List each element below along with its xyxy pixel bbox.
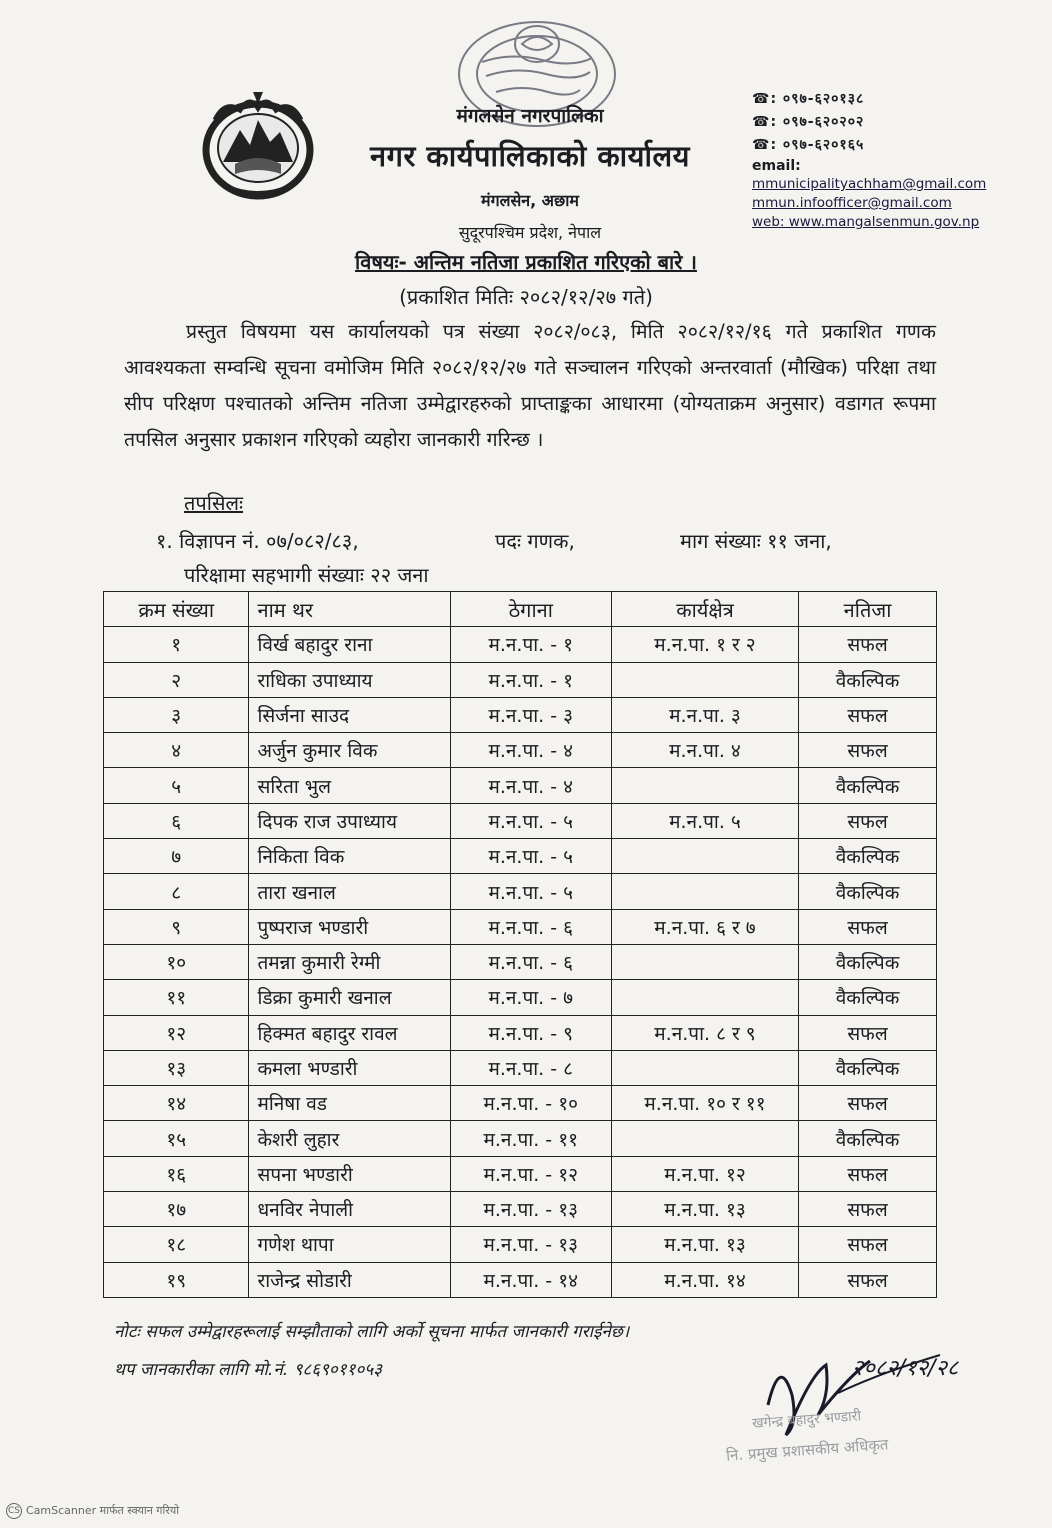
signature-date: २०८२/१२/२८ — [852, 1356, 959, 1381]
cell-serial: १६ — [104, 1156, 249, 1191]
cell-result: सफल — [799, 1227, 937, 1262]
cell-result: सफल — [799, 803, 937, 838]
cell-address: म.न.पा. - ९ — [450, 1015, 611, 1050]
table-row — [104, 1192, 937, 1227]
cell-work-area — [611, 980, 798, 1015]
cell-name: तारा खनाल — [249, 874, 450, 909]
header-address: ठेगाना — [450, 592, 611, 627]
cell-name: सपना भण्डारी — [249, 1156, 450, 1191]
cell-result: सफल — [799, 697, 937, 732]
cell-address: म.न.पा. - १ — [450, 662, 611, 697]
cell-address: म.न.पा. - १३ — [450, 1227, 611, 1262]
cell-work-area: म.न.पा. १४ — [611, 1262, 798, 1297]
office-province: सुदूरपश्चिम प्रदेश, नेपाल — [458, 223, 602, 242]
published-date: (प्रकाशित मितिः २०८२/१२/२७ गते) — [399, 285, 653, 309]
details-heading: तपसिलः — [184, 491, 244, 515]
cell-address: म.न.पा. - ८ — [450, 1050, 611, 1085]
cell-address: म.न.पा. - १४ — [450, 1262, 611, 1297]
cell-work-area — [611, 768, 798, 803]
subject-text: विषयः- अन्तिम नतिजा प्रकाशित गरिएको बारे । — [355, 250, 697, 274]
cell-address: म.न.पा. - ४ — [450, 768, 611, 803]
cell-result: वैकल्पिक — [799, 874, 937, 909]
cell-work-area — [611, 839, 798, 874]
cell-work-area: म.न.पा. ३ — [611, 697, 798, 732]
cell-result: सफल — [799, 1015, 937, 1050]
cell-address: म.न.पा. - ५ — [450, 803, 611, 838]
cell-name: सरिता भुल — [249, 768, 450, 803]
cell-result: सफल — [799, 1262, 937, 1297]
cell-result: सफल — [799, 1156, 937, 1191]
table-row — [104, 768, 937, 803]
scanner-footer — [6, 1503, 179, 1519]
table-row — [104, 697, 937, 732]
cell-address: म.न.पा. - ६ — [450, 909, 611, 944]
office-title: नगर कार्यपालिकाको कार्यालय — [370, 139, 690, 173]
cell-name: सिर्जना साउद — [249, 697, 450, 732]
cell-work-area: म.न.पा. १ र २ — [611, 627, 798, 662]
cell-serial: २ — [104, 662, 249, 697]
cell-name: धनविर नेपाली — [249, 1192, 450, 1227]
cell-name: तमन्ना कुमारी रेग्मी — [249, 944, 450, 979]
cell-work-area: म.न.पा. ४ — [611, 733, 798, 768]
table-row — [104, 662, 937, 697]
cell-name: केशरी लुहार — [249, 1121, 450, 1156]
table-row — [104, 874, 937, 909]
cell-work-area: म.न.पा. ६ र ७ — [611, 909, 798, 944]
cell-name: विर्ख बहादुर राना — [249, 627, 450, 662]
cell-name: डिक्रा कुमारी खनाल — [249, 980, 450, 1015]
table-header-row — [104, 592, 937, 627]
cell-result: सफल — [799, 733, 937, 768]
cell-result: सफल — [799, 1086, 937, 1121]
post-name: पदः गणक, — [495, 529, 575, 553]
cell-work-area — [611, 1121, 798, 1156]
cell-name: कमला भण्डारी — [249, 1050, 450, 1085]
cell-name: गणेश थापा — [249, 1227, 450, 1262]
phone-1: ☎: ०९७-६२०१३८ — [752, 88, 992, 111]
header-work-area: कार्यक्षेत्र — [611, 592, 798, 627]
note-text: नोटः सफल उम्मेद्वारहरूलाई सम्झौताको लागि अर्को सूचना मार्फत जानकारी गराईनेछ। — [114, 1322, 630, 1342]
cell-serial: ७ — [104, 839, 249, 874]
cell-result: वैकल्पिक — [799, 944, 937, 979]
cell-work-area — [611, 662, 798, 697]
results-body — [104, 627, 937, 1298]
cell-address: म.न.पा. - ३ — [450, 697, 611, 732]
cell-address: म.न.पा. - ६ — [450, 944, 611, 979]
table-row — [104, 733, 937, 768]
cell-serial: १२ — [104, 1015, 249, 1050]
cell-name: अर्जुन कुमार विक — [249, 733, 450, 768]
cell-result: सफल — [799, 909, 937, 944]
cell-name: राजेन्द्र सोडारी — [249, 1262, 450, 1297]
header-serial: क्रम संख्या — [104, 592, 249, 627]
cell-work-area: म.न.पा. १२ — [611, 1156, 798, 1191]
cell-serial: ४ — [104, 733, 249, 768]
cell-work-area — [611, 944, 798, 979]
table-row — [104, 1262, 937, 1297]
signer-name: खगेन्द्र बहादुर भण्डारी — [751, 1408, 862, 1432]
email-label: email: — [752, 158, 801, 174]
cell-address: म.न.पा. - ७ — [450, 980, 611, 1015]
cell-result: वैकल्पिक — [799, 768, 937, 803]
cell-work-area — [611, 1050, 798, 1085]
cell-name: दिपक राज उपाध्याय — [249, 803, 450, 838]
cell-serial: ११ — [104, 980, 249, 1015]
cell-serial: १ — [104, 627, 249, 662]
camscanner-icon: CS — [6, 1503, 22, 1519]
cell-address: म.न.पा. - ११ — [450, 1121, 611, 1156]
cell-serial: १५ — [104, 1121, 249, 1156]
website-link[interactable]: web: www.mangalsenmun.gov.np — [752, 214, 980, 230]
results-table — [103, 591, 937, 1298]
body-paragraph: प्रस्तुत विषयमा यस कार्यालयको पत्र संख्या २०८२/०८३, मिति २०८२/१२/१६ गते प्रकाशित गणक आवश्यकता सम्वन्धि सूचना वमोजिम मिति २०८२/१२/२७ गते सञ्चालन गरिएको अन्तरवार्ता (मौखिक) परिक्षा तथा सीप परिक्षण पश्चातको अन्तिम नतिजा उम्मेद्वारहरुको प्राप्ताङ्कका आधारमा (योग्यताक्रम अनुसार) वडागत रूपमा तपसिल अनुसार प्रकाशन गरिएको व्यहोरा जानकारी गरिन्छ । — [124, 320, 936, 451]
cell-name: हिक्मत बहादुर रावल — [249, 1015, 450, 1050]
table-row — [104, 1227, 937, 1262]
contact-block — [752, 88, 992, 232]
table-row — [104, 1015, 937, 1050]
cell-address: म.न.पा. - १३ — [450, 1192, 611, 1227]
cell-result: वैकल्पिक — [799, 662, 937, 697]
cell-result: वैकल्पिक — [799, 980, 937, 1015]
cell-work-area: म.न.पा. १० र ११ — [611, 1086, 798, 1121]
municipality-name: मंगलसेन नगरपालिका — [456, 105, 604, 127]
office-address: मंगलसेन, अछाम — [481, 191, 579, 210]
cell-name: निकिता विक — [249, 839, 450, 874]
more-info-text: थप जानकारीका लागि मो.नं. ९८६९०११०५३ — [114, 1360, 382, 1380]
table-row — [104, 1121, 937, 1156]
cell-work-area — [611, 874, 798, 909]
cell-work-area: म.न.पा. ५ — [611, 803, 798, 838]
table-row — [104, 980, 937, 1015]
cell-serial: ३ — [104, 697, 249, 732]
phone-3: ☎: ०९७-६२०१६५ — [752, 134, 992, 157]
cell-serial: १९ — [104, 1262, 249, 1297]
email-link-2[interactable]: mmun.infoofficer@gmail.com — [752, 195, 952, 211]
subject-line — [0, 248, 1052, 275]
cell-serial: ८ — [104, 874, 249, 909]
cell-result: वैकल्पिक — [799, 839, 937, 874]
cell-serial: १८ — [104, 1227, 249, 1262]
cell-address: म.न.पा. - ४ — [450, 733, 611, 768]
cell-address: म.न.पा. - १० — [450, 1086, 611, 1121]
cell-name: राधिका उपाध्याय — [249, 662, 450, 697]
cell-address: म.न.पा. - १२ — [450, 1156, 611, 1191]
nepal-emblem-icon — [195, 90, 321, 202]
header-result: नतिजा — [799, 592, 937, 627]
cell-serial: ९ — [104, 909, 249, 944]
advertisement-number: १. विज्ञापन नं. ०७/०८२/८३, — [156, 529, 359, 553]
cell-work-area: म.न.पा. १३ — [611, 1227, 798, 1262]
cell-serial: १७ — [104, 1192, 249, 1227]
table-row — [104, 1050, 937, 1085]
cell-result: सफल — [799, 1192, 937, 1227]
phone-2: ☎: ०९७-६२०२०२ — [752, 111, 992, 134]
footer-text: CamScanner मार्फत स्क्यान गरियो — [26, 1504, 180, 1517]
cell-address: म.न.पा. - ५ — [450, 839, 611, 874]
table-row — [104, 1156, 937, 1191]
letterhead — [330, 100, 730, 243]
participant-count: परिक्षामा सहभागी संख्याः २२ जना — [184, 563, 429, 587]
signer-designation: नि. प्रमुख प्रशासकीय अधिकृत — [725, 1435, 890, 1465]
cell-result: सफल — [799, 627, 937, 662]
cell-address: म.न.पा. - १ — [450, 627, 611, 662]
cell-result: वैकल्पिक — [799, 1050, 937, 1085]
demand-count: माग संख्याः ११ जना, — [680, 529, 832, 553]
cell-address: म.न.पा. - ५ — [450, 874, 611, 909]
cell-serial: ६ — [104, 803, 249, 838]
cell-serial: ५ — [104, 768, 249, 803]
table-row — [104, 909, 937, 944]
cell-result: वैकल्पिक — [799, 1121, 937, 1156]
cell-name: पुष्पराज भण्डारी — [249, 909, 450, 944]
cell-name: मनिषा वड — [249, 1086, 450, 1121]
cell-serial: १० — [104, 944, 249, 979]
cell-serial: १४ — [104, 1086, 249, 1121]
table-row — [104, 803, 937, 838]
cell-work-area: म.न.पा. १३ — [611, 1192, 798, 1227]
table-row — [104, 839, 937, 874]
email-link-1[interactable]: mmunicipalityachham@gmail.com — [752, 176, 987, 192]
cell-work-area: म.न.पा. ८ र ९ — [611, 1015, 798, 1050]
header-name: नाम थर — [249, 592, 450, 627]
table-row — [104, 944, 937, 979]
table-row — [104, 627, 937, 662]
table-row — [104, 1086, 937, 1121]
cell-serial: १३ — [104, 1050, 249, 1085]
